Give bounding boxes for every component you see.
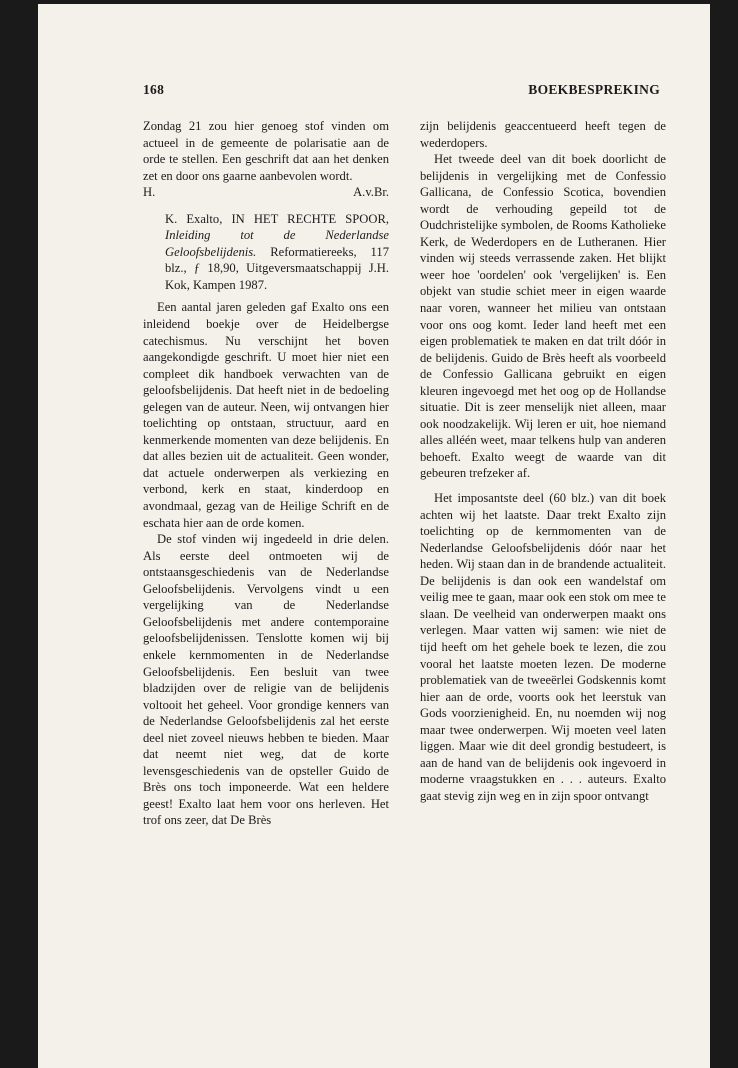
paragraph-gap — [420, 482, 666, 490]
page-content — [130, 70, 666, 828]
signature-name: A.v.Br. — [353, 185, 389, 200]
paragraph: Het imposantste deel (60 blz.) van dit boek achten wij het laatste. Daar trekt Exalto zijn toelichting op de kernmomenten van de Nederlandse Geloofsbelijdenis dóór naar het heden. Wij staan dan in de brandende actualiteit. De belijdenis is dan ook een wandelstaf om veilig mee te gaan, maar ook een stok om mee te slaan. De veelheid van onderwerpen maakt ons verlegen. Maar vatten wij samen: wie niet de tijd heeft om het gehele boek te lezen, die zou vooral het laatste moeten lezen. De moderne problematiek van de tweeërlei Godskennis komt hier aan de orde, voorts ook het leerstuk van Gods voorzienigheid. En, nu noemden wij nog maar twee onderwerpen. Wij moeten veel laten liggen. Maar wie dit deel grondig bestudeert, is aan de hand van de belijdenis ook ingevoerd in moderne vraagstukken en . . . auteurs. Exalto gaat stevig zijn weg en in zijn spoor ontvangt — [420, 491, 666, 803]
running-head — [130, 70, 660, 97]
page-number: 168 — [143, 82, 165, 97]
book-subtitle: Inleiding tot de Nederlandse Geloofsbelijdenis. — [165, 228, 389, 259]
paragraph: De stof vinden wij ingedeeld in drie delen. Als eerste deel ontmoeten wij de ontstaansgeschiedenis van de Nederlandse Geloofsbelijdenis. Vervolgens vindt u een vergelijking van de Nederlandse Geloofsbelijdenis met andere contemporaine geloofsbelijdenissen. Tenslotte komen wij bij enkele kernmomenten in de Nederlandse Geloofsbelijdenis. Een besluit van twee bladzijden over de religie van de belijdenis voltooit het geheel. Voor grondige kenners van de Nederlandse Geloofsbelijdenis zal het eerste deel niet zoveel nieuws hebben te bieden. Maar dat neemt niet weg, dat de korte levensgeschiedenis van de opsteller Guido de Brès ons toch imponeerde. Wat een heldere geest! Exalto laat hem voor ons herleven. Het trof ons zeer, dat De Brès — [143, 532, 389, 828]
paragraph: zijn belijdenis geaccentueerd heeft tegen de wederdopers. — [420, 119, 666, 150]
paragraph: Zondag 21 zou hier genoeg stof vinden om actueel in de gemeente de polarisatie aan de orde te stellen. Een geschrift dat aan het denken zet en door ons gaarne aanbevolen wordt. — [143, 119, 389, 183]
book-author-title: K. Exalto, IN HET RECHTE SPOOR, — [165, 211, 389, 226]
signature-line — [143, 184, 389, 201]
scan-border-right — [710, 0, 738, 1068]
book-reference — [165, 211, 389, 294]
book-details: Reformatiereeks, 117 blz., ƒ 18,90, Uitgeversmaatschappij J.H. Kok, Kampen 1987. — [165, 244, 389, 292]
section-title: BOEKBESPREKING — [528, 82, 660, 97]
paragraph: Het tweede deel van dit boek doorlicht de belijdenis in vergelijking met de Confessio Gallicana, de Confessio Scotica, bovendien wordt de verhouding gepeild tot de Oudchristelijke symbolen, de Rooms Katholieke Kerk, de Wederdopers en de Lutheranen. Hier vinden wij steeds verrassende zaken. Het blijkt weer hoe 'oordelen' ook 'vergelijken' is. Een objekt van studie schiet meer in eigen waarde naar voren, wanneer het milieu van ontstaan voor ons oog komt. Ieder land heeft met een eigen problematiek te maken en dat trilt dóór in de belijdenis. Guido de Brès heeft als voorbeeld de Confessio Gallicana gebruikt en eigen kleuren ingevoegd met het oog op de Hollandse situatie. Dit is zeer menselijk niet alleen, maar ook noodzakelijk. Wij leren er uit, hoe niemand alles alléén weet, maar telkens hulp van anderen behoeft. Exalto weegt de waarde van dit gebeuren trefzeker af. — [420, 152, 666, 481]
scan-border-left — [0, 0, 38, 1068]
signature-initial: H. — [143, 185, 156, 200]
right-column — [420, 118, 666, 804]
left-column — [143, 118, 389, 829]
paragraph: Een aantal jaren geleden gaf Exalto ons een inleidend boekje over de Heidelbergse catechismus. Nu verschijnt het boven aangekondigde geschrift. U moet hier niet een compleet dik handboek verwachten van de geloofsbelijdenis. Dat heeft niet in de bedoeling gelegen van de auteur. Neen, wij ontvangen hier toelichting op ontstaan, structuur, aard en kenmerkende momenten van deze belijdenis. En dat alles bezien uit de actualiteit. Geen wonder, dat actuele onderwerpen als verkiezing en verbond, kerk en staat, kinderdoop en avondmaal, gezag van de Heilige Schrift en de eschata hier aan de orde komen. — [143, 300, 389, 530]
